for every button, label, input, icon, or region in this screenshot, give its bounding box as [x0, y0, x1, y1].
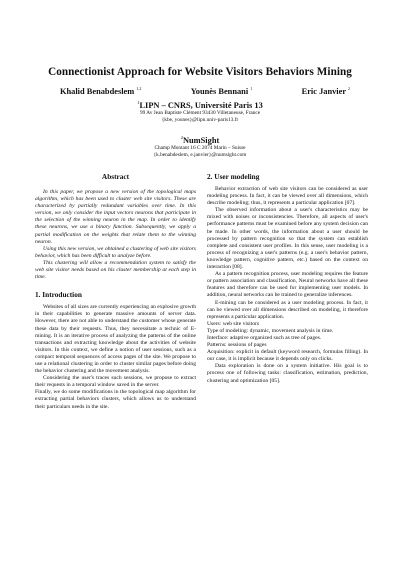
abstract-body: [35, 189, 196, 281]
body-paragraph: Users: web site visitors: [207, 320, 260, 327]
author-list: [60, 86, 350, 96]
body-paragraph: As a pattern recognition process, user modeling requires the feature or pattern association and classification, Neural networks have all these features and therefore can be used for implementing user models. In addition, neural networks can be trained to generalize inferences.: [207, 271, 368, 299]
body-paragraph: The observed information about a user's characteristics may be mixed with noises or inconsistencies. Therefore, all aspects of user's performance patterns must be examined before any system decision can be made. In other words, the information about a user should be processed by pattern recognition so that the system can establish complete and consistent user profiles. In this sense, user modeling is a process of recognizing a user's patterns (e.g. a user's behavior pattern, knowledge pattern, cognitive pattern, etc.) based on the context on interaction [08].: [207, 207, 368, 271]
body-paragraph: Patterns: sessions of pages: [207, 342, 267, 349]
abstract-paragraph: Using this new version, we obtained a clustering of web site visitors behavior, which has been difficult to analyze before.: [35, 245, 196, 259]
affiliation-block: [0, 135, 400, 159]
affiliation-name: $^2$NumSight: [180, 135, 220, 145]
section-body: [35, 304, 196, 410]
abstract-paragraph: In this paper, we propose a new version of the topological maps algorithm, which has been used to cluster web site visitors. These are characterized by partially redundant variables over time. In this version, we only consider the input vectors neurons that participate in the selection of the winning neuron in the map. In order to identify these neurons, we use a binary function. Subsequently, we apply a partial modification on the weights that relate them to the winning neuron.: [35, 189, 196, 245]
body-paragraph: Finally, we do some modifications in the topological map algorithm for extracting partial behaviors clusters, which allows us to understand their particulars needs in the site.: [35, 389, 196, 410]
body-paragraph: Type of modeling: dynamic, movement analysis in time.: [207, 327, 334, 334]
section-heading: 2. User modeling: [207, 172, 260, 181]
right-column: [207, 172, 368, 385]
body-paragraph: Data exploration is done on a system initiative. His goal is to process one of following tasks: classification, estimation, prediction, clustering and optimization [05].: [207, 363, 368, 384]
body-paragraph: Considering the user's traces such sessions, we propose to extract their requests in a temporal window saved in the server.: [35, 375, 196, 389]
author: Younès Bennani $^1$: [190, 86, 253, 96]
body-paragraph: Behavior extraction of web site visitors can be considered as user modeling process. In fact, it can be viewed over all dimensions, which describe modeling; thus, it represents a particular application [07].: [207, 186, 368, 207]
author: Eric Janvier $^2$: [301, 86, 350, 96]
affiliation-address: 99 Av Jean Baptiste Clément 93430 Villetaneuse, France: [139, 109, 261, 116]
section-body: [207, 186, 368, 385]
body-paragraph: Websites of all sizes are currently experiencing an explosive growth in their capabilities to generate massive amounts of server data. However, there are not able to understand the customer whose generate these data by their requests. Thus, they necessitate a technic of E-mining. It is an iterative process of analyzing the patterns of the online transactions and extracting knowledge about the activities of website visitors. In this context, we define a notion of user sessions, such as a compact temporal sequences of access pages of the site. We propose to use a relational clustering in order to cluster similar pages before doing the behavior clustering and the movement analysis.: [35, 304, 196, 375]
affiliation-email: {kbe, younes}@lipn.univ-paris13.fr: [161, 116, 239, 123]
body-paragraph: E-mining can be considered as a user modeling process. In fact, it can be viewed over all dimensions described on modeling, it therefore represents a particular application.: [207, 299, 368, 320]
body-paragraph: Interface: adaptive organized such as tree of pages.: [207, 334, 322, 341]
abstract-heading: Abstract: [101, 172, 130, 181]
author: Khalid Benabdeslem $^{1,2}$: [60, 86, 142, 96]
body-paragraph: Acquisition: explicit in default (keyword research, formulas filling). In our case, it is implicit because it depends only on clicks.: [207, 349, 368, 363]
abstract-paragraph: This clustering will allow a recommendation system to satisfy the web site visitor needs based on his cluster membership at each step in time.: [35, 259, 196, 281]
left-column: [35, 172, 196, 411]
affiliation-block: [0, 100, 400, 124]
paper-title: Connectionist Approach for Website Visitors Behaviors Mining: [48, 66, 352, 78]
affiliation-name: $^1$LIPN – CNRS, Université Paris 13: [137, 100, 263, 110]
affiliation-email: {k.benabdeslem, e.janvier}@numsight.com: [153, 151, 247, 158]
section-heading: 1. Introduction: [35, 290, 82, 300]
affiliation-address: Champ Montant 16 C 2074 Marin – Suisse: [154, 144, 246, 151]
